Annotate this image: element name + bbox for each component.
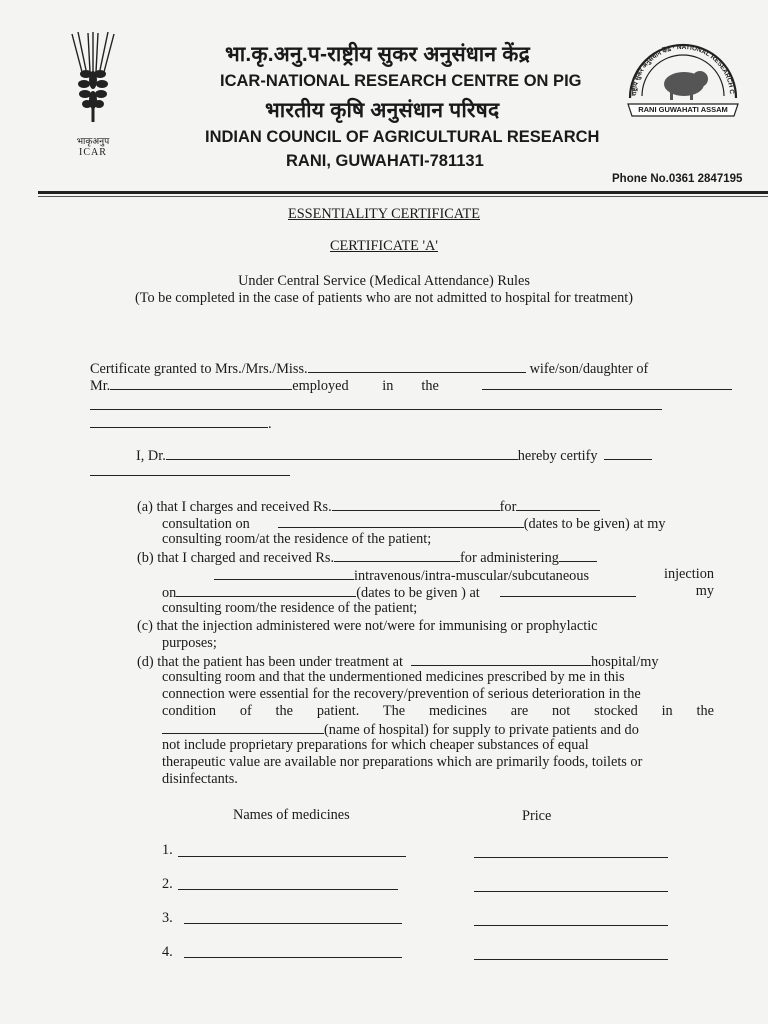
injection-amount-field[interactable] [334,548,460,562]
medicine-row-3-number: 3. [162,910,173,926]
item-d-line8: disinfectants. [162,771,238,787]
header-address: RANI, GUWAHATI-781131 [286,152,484,170]
doc-subheading: CERTIFICATE 'A' [330,238,438,254]
medicine-row-4-price[interactable] [474,959,668,960]
certify-field[interactable] [604,446,652,460]
medicine-row-2-name[interactable] [178,889,398,890]
item-d-line5: (name of hospital) for supply to private patients and do [162,720,639,739]
medicines-names-header: Names of medicines [233,807,350,823]
medicine-row-2-number: 2. [162,876,173,892]
medicine-row-3-name[interactable] [184,923,402,924]
doc-heading: ESSENTIALITY CERTIFICATE [287,206,480,222]
item-b-line3: on (dates to be given ) at my [162,583,714,601]
medicine-row-1-name[interactable] [178,856,406,857]
doc-note: (To be completed in the case of patients who are not admitted to hospital for treatment) [134,290,634,306]
medicine-row-4-number: 4. [162,944,173,960]
item-d-line3: connection were essential for the recovery/prevention of serious deterioration in the [162,686,641,702]
medicine-row-1-number: 1. [162,842,173,858]
header-hindi-line1: भा.कृ.अनु.प-राष्ट्रीय सुकर अनुसंधान केंद्र [225,43,530,66]
certify-line-2[interactable] [90,475,290,476]
icar-logo-hindi: भाकृअनुप [76,136,110,146]
medicine-row-3-price[interactable] [474,925,668,926]
hospital-name-field[interactable] [162,720,324,734]
item-b-line2: intravenous/intra-muscular/subcutaneous injection [214,566,714,585]
medicines-price-header: Price [522,808,552,824]
medicine-row-1-price[interactable] [474,857,668,858]
patient-name-field[interactable] [308,359,526,373]
consult-dates-field[interactable] [278,514,524,528]
seal-banner-text: RANI GUWAHATI ASSAM [638,105,728,114]
administering-field[interactable] [559,548,597,562]
department-line-3: . [90,414,272,433]
item-d-line2: consulting room and that the undermentioned medicines prescribed by me in this [162,669,625,685]
injection-type-field[interactable] [214,566,354,580]
item-d-line6: not include proprietary preparations for which cheaper substances of equal [162,737,589,753]
doctor-name-field[interactable] [166,446,518,460]
granted-line: Certificate granted to Mrs./Mrs./Miss. wife/son/daughter of [90,361,649,377]
item-d-line7: therapeutic value are available nor preparations which are primarily foods, toilets or [162,754,643,770]
father-name-field[interactable] [110,376,292,390]
icar-logo [58,32,128,158]
item-c-line1: (c) that the injection administered were not/were for immunising or prophylactic [137,618,598,634]
seal-ring-text: राष्ट्रीय सुकर अनुसंधान केंद्र · NATIONAL RESEARCH C [630,43,736,97]
header-divider-thin [38,196,768,197]
injection-dates-field[interactable] [176,583,356,597]
nrc-pig-seal [618,34,748,134]
pig-seal-icon [618,34,748,134]
header-hindi-line2: भारतीय कृषि अनुसंधान परिषद [265,99,500,122]
item-a-line1: (a) that I charges and received Rs. for [137,497,600,516]
doc-rules: Under Central Service (Medical Attendance) Rules [238,273,530,289]
consult-amount-field[interactable] [332,497,500,511]
header-title: ICAR-NATIONAL RESEARCH CENTRE ON PIG [220,72,582,90]
header-council: INDIAN COUNCIL OF AGRICULTURAL RESEARCH [205,128,600,146]
wheat-emblem-icon [58,32,128,127]
item-b-line4: consulting room/the residence of the patient; [162,600,418,616]
medicine-row-4-name[interactable] [184,957,402,958]
employed-line: Mr. employed in the [90,376,716,395]
item-a-line3: consulting room/at the residence of the patient; [162,531,432,547]
treatment-hospital-field[interactable] [411,652,591,666]
department-field[interactable] [482,376,732,390]
medicine-row-2-price[interactable] [474,891,668,892]
icar-logo-text: ICAR [79,147,107,158]
department-line-2[interactable] [90,409,662,410]
item-d-line4: condition of the patient. The medicines are not stocked in the [162,703,714,719]
department-field-3[interactable] [90,414,268,428]
item-c-line2: purposes; [162,635,217,651]
consult-for-field[interactable] [516,497,600,511]
injection-place-field[interactable] [500,583,636,597]
header-phone: Phone No.0361 2847195 [612,173,743,185]
item-a-line2: consultation on (dates to be given) at my [162,516,666,532]
header-divider [38,191,768,194]
doctor-line: I, Dr. hereby certify [136,446,652,465]
item-d-line1: (d) that the patient has been under treatment at hospital/my [137,654,659,670]
item-b-line1: (b) that I charged and received Rs. for administering [137,548,597,567]
